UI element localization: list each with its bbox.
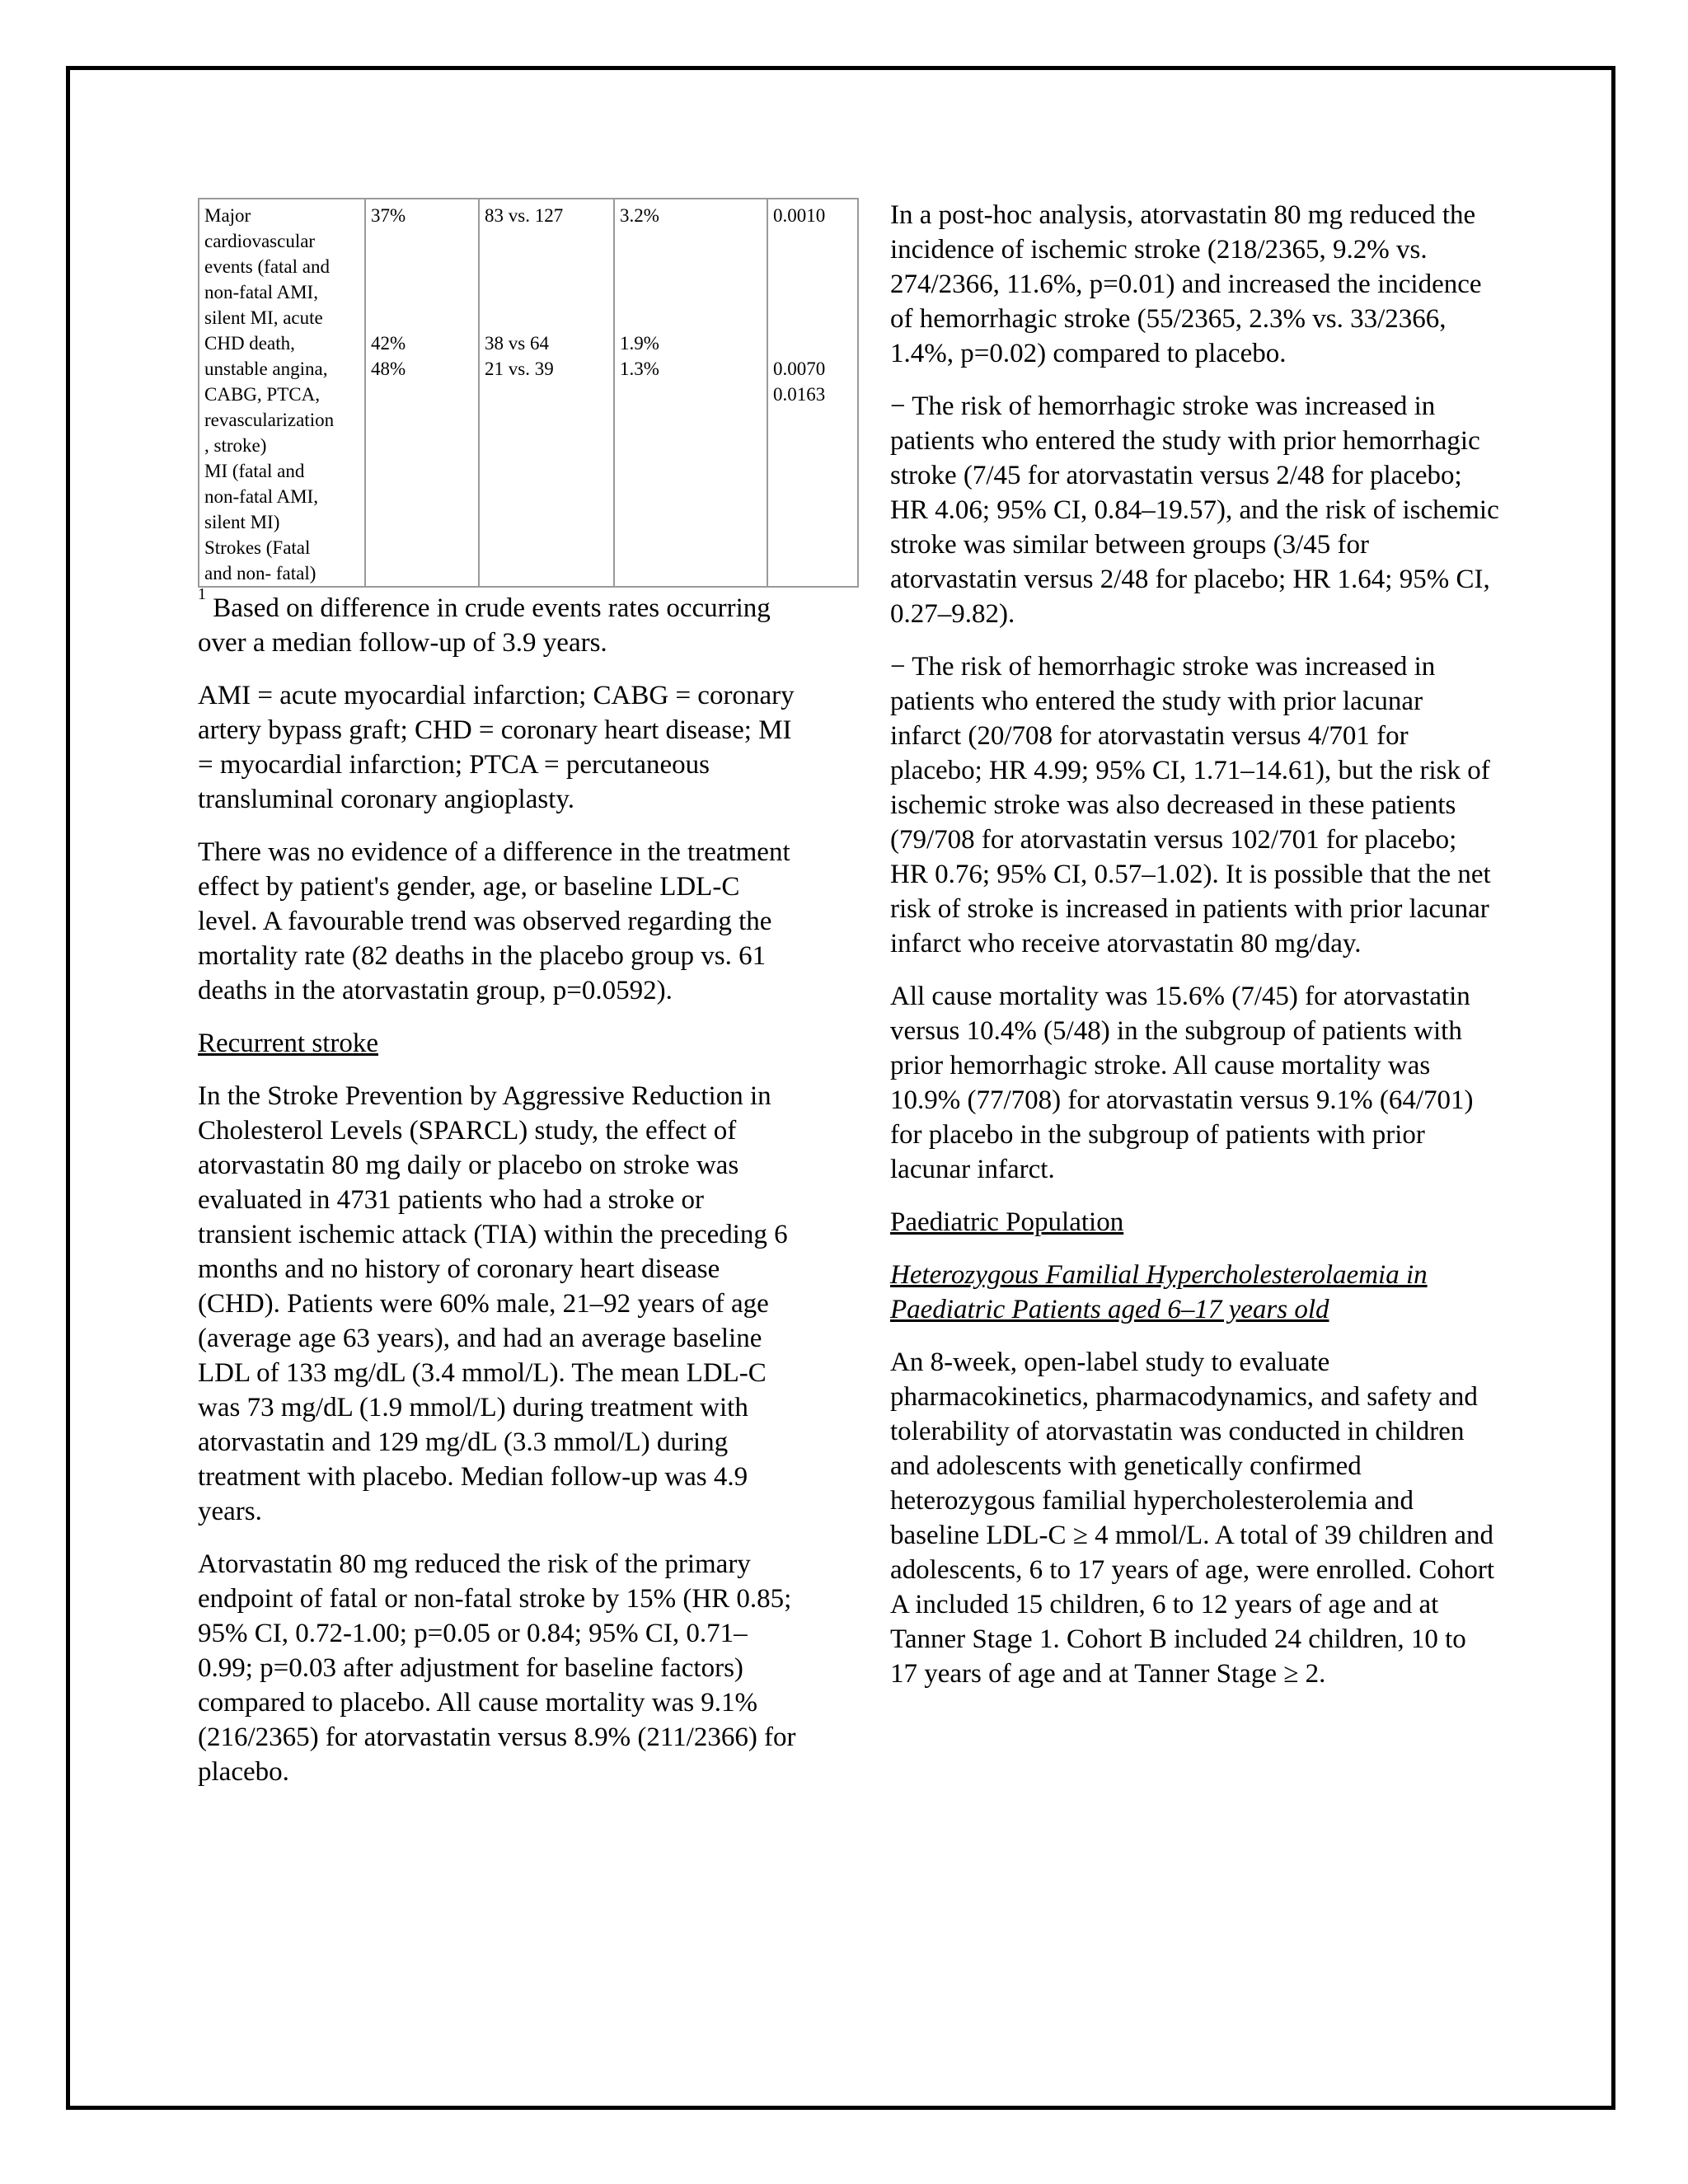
recurrent-stroke-heading: Recurrent stroke [198,1029,378,1058]
endpoint-cell [199,199,365,587]
endpoint-line: silent MI, acute [204,307,323,328]
risk-reduction-cell [365,199,479,587]
endpoint-line: silent MI) [204,512,280,532]
evidence-paragraph: There was no evidence of a difference in the treatment effect by patient's gender, age, or baseline LDL-C level. A favourable trend was observed regarding the mortality rate (82 deaths in the placebo group vs. 61 deaths in the atorvastatin group, p=0.0592). [198,837,790,1005]
hemorrhagic-risk-paragraph: − The risk of hemorrhagic stroke was increased in patients who entered the study with prior hemorrhagic stroke (7/45 for atorvastatin versus 2/48 for placebo; HR 4.06; 95% CI, 0.84–19.57), and the risk of ischemic stroke was similar between groups (3/45 for atorvastatin versus 2/48 for placebo; HR 1.64; 95% CI, 0.27–9.82). [890,391,1499,629]
absolute-risk-cell [614,199,767,587]
risk-reduction-value: 48% [371,359,406,379]
endpoint-line: CHD death, [204,333,295,354]
events-value: 21 vs. 39 [485,359,554,379]
endpoint-line: Strokes (Fatal [204,537,311,558]
heterozygous-subheading: Heterozygous Familial Hypercholesterolaemia in Paediatric Patients aged 6–17 years old [890,1260,1428,1324]
endpoint-line: CABG, PTCA, [204,384,320,405]
absolute-risk-value: 1.9% [620,333,659,354]
right-column [890,198,1500,1709]
left-column [198,198,826,1807]
endpoint-line: unstable angina, [204,359,328,379]
p-value: 0.0010 [773,205,826,226]
endpoint-line: non-fatal AMI, [204,282,318,302]
endpoint-line: revascularization [204,410,335,430]
study-paragraph: An 8-week, open-label study to evaluate pharmacokinetics, pharmacodynamics, and safety and tolerability of atorvastatin was conducted in children and adolescents with genetically confirmed heterozygous familial hypercholesterolemia and baseline LDL-C ≥ 4 mmol/L. A total of 39 children and adolescents, 6 to 17 years of age, were enrolled. Cohort A included 15 children, 6 to 12 years of age and at Tanner Stage 1. Cohort B included 24 children, 10 to 17 years of age and at Tanner Stage ≥ 2. [890,1347,1495,1689]
events-cell [479,199,614,587]
footnote-marker: 1 [198,585,206,603]
endpoint-line: , stroke) [204,435,267,456]
mortality-paragraph: All cause mortality was 15.6% (7/45) for atorvastatin versus 10.4% (5/48) in the subgroup of patients with prior hemorrhagic stroke. All cause mortality was 10.9% (77/708) for atorvastatin versus 9.1% (64/701) for placebo in the subgroup of patients with prior lacunar infarct. [890,982,1474,1184]
risk-reduction-value: 37% [371,205,406,226]
table-row [199,199,858,587]
endpoint-line: non-fatal AMI, [204,486,318,507]
abbreviations-paragraph: AMI = acute myocardial infarction; CABG = coronary artery bypass graft; CHD = coronary heart disease; MI = myocardial infarction; PTCA = percutaneous transluminal coronary angioplasty. [198,681,795,814]
risk-reduction-paragraph: Atorvastatin 80 mg reduced the risk of the primary endpoint of fatal or non-fatal stroke by 15% (HR 0.85; 95% CI, 0.72-1.00; p=0.05 or 0.84; 95% CI, 0.71–0.99; p=0.03 after adjustment for baseline factors) compared to placebo. All cause mortality was 9.1% (216/2365) for atorvastatin versus 8.9% (211/2366) for placebo. [198,1549,796,1787]
post-hoc-paragraph: In a post-hoc analysis, atorvastatin 80 mg reduced the incidence of ischemic stroke (218/2365, 9.2% vs. 274/2366, 11.6%, p=0.01) and increased the incidence of hemorrhagic stroke (55/2365, 2.3% vs. 33/2366, 1.4%, p=0.02) compared to placebo. [890,200,1482,368]
events-value: 38 vs 64 [485,333,549,354]
endpoint-line: Major [204,205,251,226]
absolute-risk-value: 1.3% [620,359,659,379]
endpoint-line: MI (fatal and [204,461,305,481]
lacunar-risk-paragraph: − The risk of hemorrhagic stroke was increased in patients who entered the study with prior lacunar infarct (20/708 for atorvastatin versus 4/701 for placebo; HR 4.99; 95% CI, 1.71–14.61), but the risk of ischemic stroke was also decreased in these patients (79/708 for atorvastatin versus 102/701 for placebo; HR 0.76; 95% CI, 0.57–1.02). It is possible that the net risk of stroke is increased in patients with prior lacunar infarct who receive atorvastatin 80 mg/day. [890,652,1491,958]
p-value: 0.0163 [773,384,826,405]
results-table [198,198,859,588]
events-value: 83 vs. 127 [485,205,564,226]
absolute-risk-value: 3.2% [620,205,659,226]
p-value-cell [767,199,858,587]
paediatric-heading: Paediatric Population [890,1207,1124,1237]
table-footnote [198,585,799,660]
p-value: 0.0070 [773,359,826,379]
footnote-text: Based on difference in crude events rates occurring over a median follow-up of 3.9 years. [198,593,771,658]
endpoint-line: and non- fatal) [204,563,316,583]
sparcl-paragraph: In the Stroke Prevention by Aggressive Reduction in Cholesterol Levels (SPARCL) study, the effect of atorvastatin 80 mg daily or placebo on stroke was evaluated in 4731 patients who had a stroke or transient ischemic attack (TIA) within the preceding 6 months and no history of coronary heart disease (CHD). Patients were 60% male, 21–92 years of age (average age 63 years), and had an average baseline LDL of 133 mg/dL (3.4 mmol/L). The mean LDL-C was 73 mg/dL (1.9 mmol/L) during treatment with atorvastatin and 129 mg/dL (3.3 mmol/L) during treatment with placebo. Median follow-up was 4.9 years. [198,1081,788,1526]
risk-reduction-value: 42% [371,333,406,354]
endpoint-line: events (fatal and [204,256,330,277]
endpoint-line: cardiovascular [204,231,316,251]
